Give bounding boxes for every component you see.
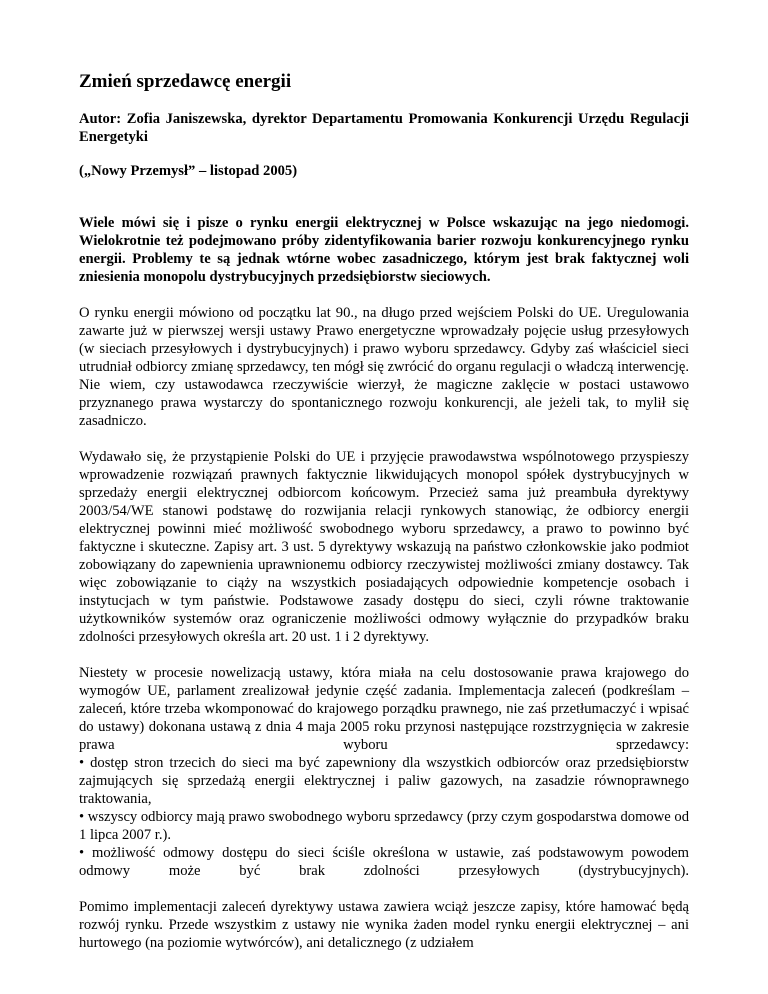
paragraph-3-intro: Niestety w procesie nowelizacją ustawy, która miała na celu dostosowanie prawa krajowego do wymogów UE, parlament zrealizował jedynie część zadania. Implementacja zaleceń (podkreślam – zaleceń, które trzeba wkomponować do krajowego porządku prawnego, nie zaś przetłumaczyć i wpisać do ustawy) dokonana ustawą z dnia 4 maja 2005 roku przynosi następujące rozstrzygnięcia w zakresie prawa wyboru sprzedawcy:: [79, 665, 689, 753]
body-paragraph-4: Pomimo implementacji zaleceń dyrektywy ustawa zawiera wciąż jeszcze zapisy, które hamować będą rozwój rynku. Przede wszystkim z ustawy nie wynika żaden model rynku energii elektrycznej – ani hurtowego (na poziomie wytwórców), ani detalicznego (z udziałem: [79, 899, 689, 951]
bullet-item: • dostęp stron trzecich do sieci ma być zapewniony dla wszystkich odbiorców oraz przedsiębiorstw zajmujących się sprzedażą energii elektrycznej i paliw gazowych, na zasadzie równoprawnego traktowania,: [79, 755, 689, 807]
author-line: Autor: Zofia Janiszewska, dyrektor Departamentu Promowania Konkurencji Urzędu Regulacji Energetyki: [79, 111, 689, 145]
document-page: [79, 70, 689, 970]
lead-paragraph: Wiele mówi się i pisze o rynku energii elektrycznej w Polsce wskazując na jego niedomogi. Wielokrotnie też podejmowano próby zidentyfikowania barier rozwoju konkurencyjnego rynku energii. Problemy te są jednak wtórne wobec zasadniczego, którym jest brak faktycznej woli zniesienia monopolu dystrybucyjnych przedsiębiorstw sieciowych.: [79, 215, 689, 285]
source-line: („Nowy Przemysł” – listopad 2005): [79, 163, 298, 179]
body-paragraph-3: [79, 664, 689, 880]
bullet-item: • możliwość odmowy dostępu do sieci ściśle określona w ustawie, zaś podstawowym powodem odmowy może być brak zdolności przesyłowych (dystrybucyjnych).: [79, 845, 689, 879]
body-paragraph-2: Wydawało się, że przystąpienie Polski do UE i przyjęcie prawodawstwa wspólnotowego przyspieszy wprowadzenie rozwiązań prawnych faktycznie likwidujących monopol spółek dystrybucyjnych w sprzedaży energii elektrycznej odbiorcom końcowym. Przecież sama już preambuła dyrektywy 2003/54/WE stanowi podstawę do rozwijania relacji rynkowych stanowiąc, że odbiorcy energii elektrycznej powinni mieć możliwość swobodnego wyboru sprzedawcy, a prawo to powinno być faktyczne i skuteczne. Zapisy art. 3 ust. 5 dyrektywy wskazują na państwo członkowskie jako podmiot zobowiązany do zapewnienia uprawnionemu odbiorcy rzeczywistej możliwości zmiany dostawcy. Tak więc zobowiązanie to ciąży na wszystkich posiadających odpowiednie kompetencje osobach i instytucjach w tym państwie. Podstawowe zasady dostępu do sieci, czyli równe traktowanie użytkowników systemów oraz ograniczenie możliwości odmowy wyłącznie do przypadków braku zdolności przesyłowych określa art. 20 ust. 1 i 2 dyrektywy.: [79, 449, 689, 645]
page-title: Zmień sprzedawcę energii: [79, 71, 292, 92]
body-paragraph-1: O rynku energii mówiono od początku lat 90., na długo przed wejściem Polski do UE. Uregulowania zawarte już w pierwszej wersji ustawy Prawo energetyczne wprowadzały pojęcie usług przesyłowych (w sieciach przesyłowych i dystrybucyjnych) i prawo wyboru sprzedawcy. Gdyby zaś właściciel sieci utrudniał odbiorcy zmianę sprzedawcy, ten mógł się zwrócić do organu regulacji o władczą interwencję. Nie wiem, czy ustawodawca rzeczywiście wierzył, że magiczne zaklęcie w postaci ustawowo przyznanego prawa wystarczy do spontanicznego rozwoju konkurencji, ale jeżeli tak, to mylił się zasadniczo.: [79, 305, 689, 429]
bullet-item: • wszyscy odbiorcy mają prawo swobodnego wyboru sprzedawcy (przy czym gospodarstwa domowe od 1 lipca 2007 r.).: [79, 809, 689, 843]
